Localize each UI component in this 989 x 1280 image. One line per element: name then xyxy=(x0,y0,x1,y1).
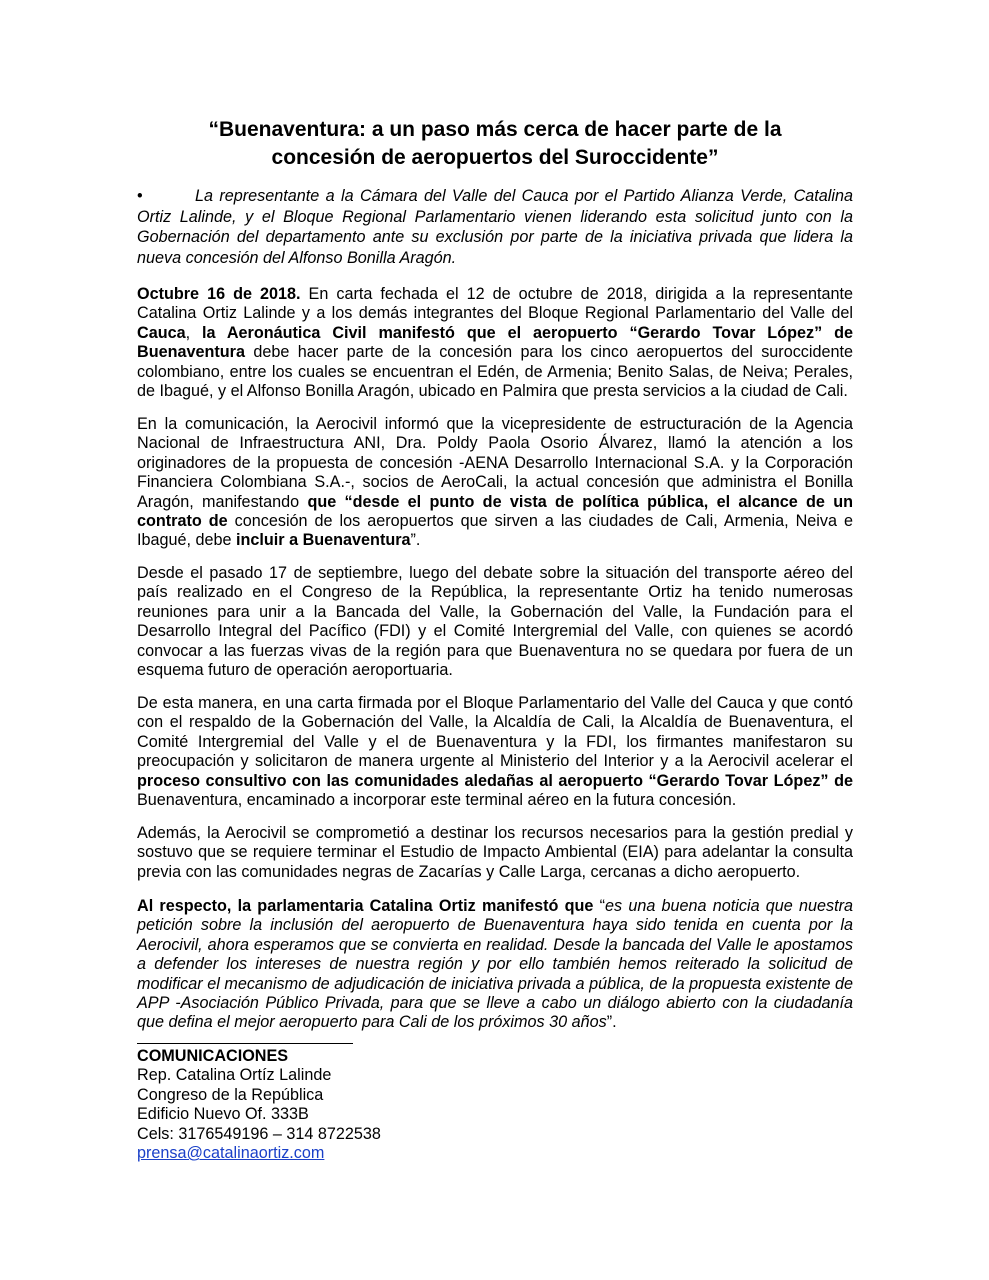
signature-office: Edificio Nuevo Of. 333B xyxy=(137,1105,309,1124)
paragraph-5 xyxy=(137,824,853,882)
paragraph-1 xyxy=(137,285,853,401)
p6-text-2: ”. xyxy=(606,1013,617,1032)
paragraph-3 xyxy=(137,564,853,680)
p2-bold-1: que “desde el punto de vista de política pública, el alcance de un contrato de xyxy=(137,492,853,531)
summary-bullet xyxy=(137,186,853,268)
paragraph-6 xyxy=(137,897,853,1033)
paragraph-2 xyxy=(137,415,853,551)
p4-text-1: De esta manera, en una carta firmada por el Bloque Parlamentario del Valle del Cauca y que contó con el respaldo de la Gobernación del Valle, la Alcaldía de Cali, la Alcaldía de Buenaventura, el Comité Intergremial del Valle y el de Buenaventura y la FDI, los firmantes manifestaron su preocupación y solicitaron de manera urgente al Ministerio del Interior y a la Aerocivil acelerar el xyxy=(137,694,853,771)
p2-text-2: concesión de los aeropuertos que sirven a las ciudades de Cali, Armenia, Neiva e Ibagué, debe xyxy=(137,512,853,550)
bullet-mark: • xyxy=(137,187,143,205)
p1-text-3: debe hacer parte de la concesión para los cinco aeropuertos del suroccidente colombiano, entre los cuales se encuentran el Edén, de Armenia; Benito Salas, de Neiva; Perales, de Ibagué, y el Alfonso Bonilla Aragón, ubicado en Palmira que presta servicios a la ciudad de Cali. xyxy=(137,343,853,401)
press-date: Octubre 16 de 2018. xyxy=(137,285,301,303)
p1-text-2: , xyxy=(185,323,203,342)
p2-text-1: En la comunicación, la Aerocivil informó que la vicepresidente de estructuración de la Agencia Nacional de Infraestructura ANI, Dra. Poldy Paola Osorio Álvarez, llamó la atención a los originadores de la propuesta de concesión -AENA Desarrollo Internacional S.A. y la Corporación Financiera Colombiana S.A.-, socios de AeroCali, la actual concesión que administra el Bonilla Aragón, manifestando xyxy=(137,415,853,511)
summary-text: La representante a la Cámara del Valle del Cauca por el Partido Alianza Verde, Catalina Ortiz Lalinde, y el Bloque Regional Parlamentario vienen liderando esta solicitud junto con la Gobernación del departamento ante su exclusión por parte de la iniciativa privada que lidera la nueva concesión del Alfonso Bonilla Aragón. xyxy=(137,187,853,267)
p4-bold-1: proceso consultivo con las comunidades aledañas al aeropuerto “Gerardo Tovar López” de xyxy=(137,771,853,790)
signature-divider xyxy=(137,1043,353,1044)
p6-text-1: “ xyxy=(593,897,606,915)
p3-text: Desde el pasado 17 de septiembre, luego del debate sobre la situación del transporte aéreo del país realizado en el Congreso de la República, la representante Ortiz ha tenido numerosas reuniones para unir a la Bancada del Valle, la Gobernación del Valle, la Fundación para el Desarrollo Integral del Pacífico (FDI) y el Comité Intergremial del Valle, con quienes se acordó convocar a las fuerzas vivas de la región para que Buenaventura no se quedara por fuera de un esquema futuro de operación aeroportuaria. xyxy=(137,564,853,680)
title-line-2: concesión de aeropuertos del Suroccidente” xyxy=(271,146,719,169)
signature-name: Rep. Catalina Ortíz Lalinde xyxy=(137,1066,332,1085)
email-link[interactable]: prensa@catalinaortiz.com xyxy=(137,1144,325,1163)
signature-heading: COMUNICACIONES xyxy=(137,1047,289,1065)
p5-text: Además, la Aerocivil se comprometió a destinar los recursos necesarios para la gestión predial y sostuvo que se requiere terminar el Estudio de Impacto Ambiental (EIA) para adelantar la consulta previa con las comunidades negras de Zacarías y Calle Larga, cercanas a dicho aeropuerto. xyxy=(137,824,853,881)
p6-bold-1: Al respecto, la parlamentaria Catalina Ortiz manifestó que xyxy=(137,897,594,915)
title-line-1: “Buenaventura: a un paso más cerca de hacer parte de la xyxy=(208,118,782,141)
document-title xyxy=(120,116,870,172)
p6-quote: es una buena noticia que nuestra petición sobre la inclusión del aeropuerto de Buenaventura haya sido tenida en cuenta por la Aerocivil, ahora esperamos que se convierta en realidad. Desde la bancada del Valle le apostamos a defender los intereses de nuestra región y por ello también hemos reiterado la solicitud de modificar el mecanismo de adjudicación de iniciativa privada a pública, de la propuesta existente de APP -Asociación Público Privada, para que se lleve a cabo un diálogo abierto con la ciudadanía que defina el mejor aeropuerto para Cali de los próximos 30 años xyxy=(137,897,853,1032)
signature-institution: Congreso de la República xyxy=(137,1085,324,1104)
p2-bold-2: incluir a Buenaventura xyxy=(236,531,411,550)
p1-bold-2: la Aeronáutica Civil manifestó que el aeropuerto “Gerardo Tovar López” de Buenaventura xyxy=(137,323,853,362)
signature-block xyxy=(137,1047,381,1163)
p4-text-2: Buenaventura, encaminado a incorporar este terminal aéreo en la futura concesión. xyxy=(137,791,737,810)
p1-bold-1: Cauca xyxy=(137,323,186,342)
paragraph-4 xyxy=(137,694,853,810)
p1-text-1: En carta fechada el 12 de octubre de 2018, dirigida a la representante Catalina Ortiz Lalinde y a los demás integrantes del Bloque Regional Parlamentario del Valle del xyxy=(137,285,853,323)
signature-phones: Cels: 3176549196 – 314 8722538 xyxy=(137,1124,381,1143)
p2-text-3: ”. xyxy=(410,531,421,550)
